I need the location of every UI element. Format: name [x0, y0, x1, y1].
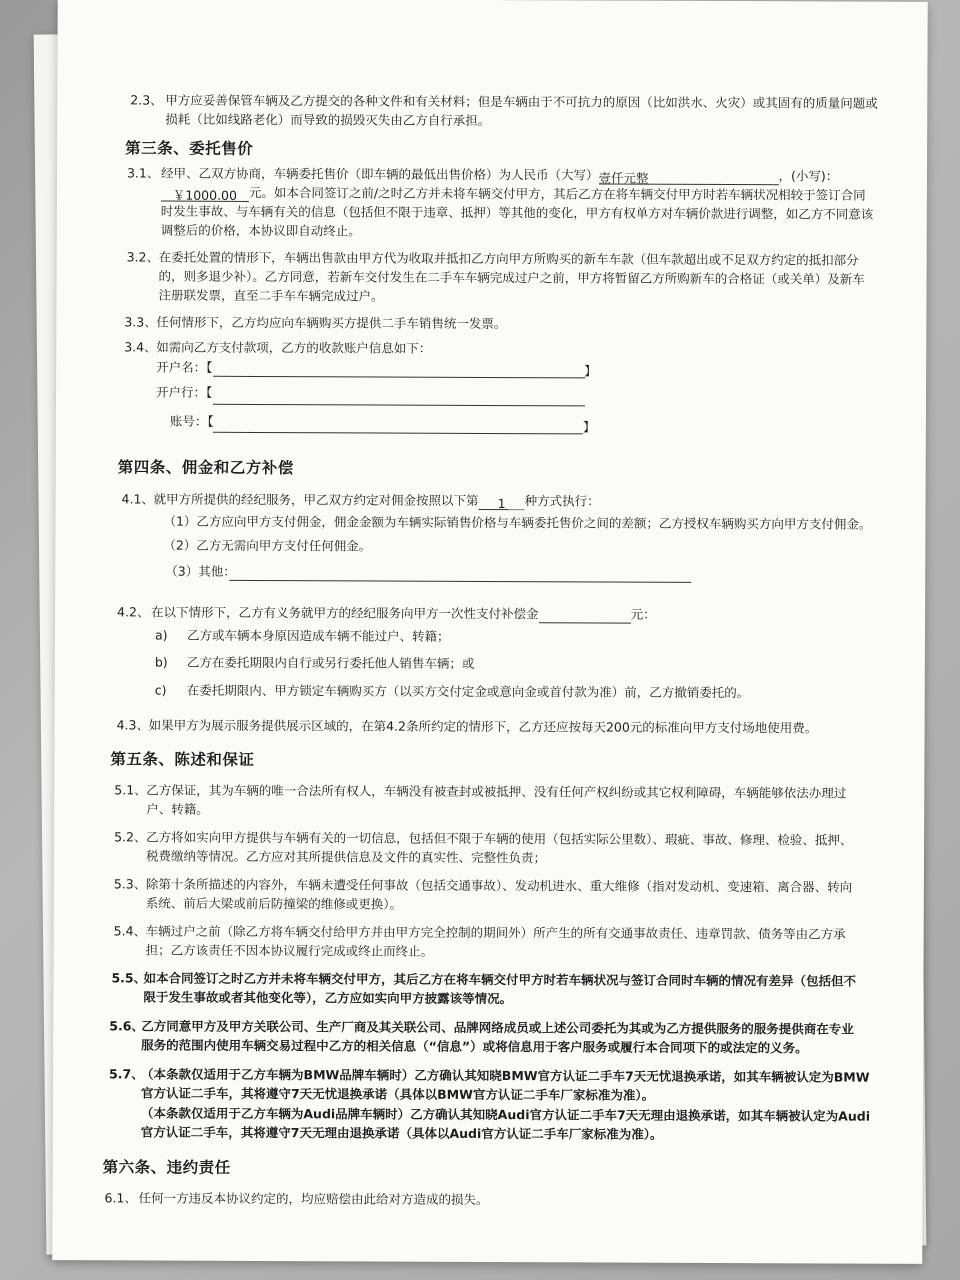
clause-5-3-line-2: 系统、前后大梁或前后防撞梁的维修或更换）。 [145, 895, 403, 912]
contract-page [52, 0, 927, 1264]
clause-5-7-line-1: （本条款仅适用于乙方车辆为BMW品牌车辆时）乙方确认其知晓BMW官方认证二手车7天无忧退换承诺，如其车辆被认定为BMW [141, 1066, 870, 1085]
section-4-heading: 第四条、佣金和乙方补偿 [117, 458, 294, 478]
section-6-heading: 第六条、违约责任 [102, 1158, 231, 1177]
clause-5-2-line-2: 税费缴纳等情况。乙方应对其所提供信息及文件的真实性、完整性负责； [145, 848, 547, 866]
item-b-text: 乙方在委托期限内自行或另行委托他人销售车辆；或 [186, 654, 475, 671]
item-c-label: c) [154, 682, 167, 698]
account-number-bracket: 】 [582, 419, 596, 435]
clause-4-2-number: 4.2、 [117, 604, 150, 620]
price-uppercase-field [598, 168, 778, 185]
clause-4-1-tail: 种方式执行： [524, 493, 600, 509]
clause-4-2-lead: 在以下情形下，乙方有义务就甲方的经纪服务向甲方一次性支付补偿金 [151, 604, 539, 622]
clause-3-4-number: 3.4、 [124, 339, 157, 355]
account-name-field[interactable] [213, 376, 585, 379]
account-number-field[interactable] [213, 432, 583, 435]
clause-5-5-line-2: 限于发生事故或者其他变化等），乙方应如实向甲方披露该等情况。 [143, 989, 513, 1007]
commission-option-2: （2）乙方无需向甲方支付任何佣金。 [163, 537, 372, 554]
clause-5-7-line-4: 官方认证二手车，其将遵守7天无理由退换承诺（具体以Audi官方认证二手车厂家标准为准）。 [140, 1124, 663, 1142]
clause-3-1-line-3: 时发生事故、与车辆有关的信息（包括但不限于违章、抵押）等其他的变化，甲方有权单方对车辆价款进行调整，如乙方不同意该 [160, 203, 874, 222]
clause-6-1-text: 任何一方违反本协议约定的，均应赔偿由此给对方造成的损失。 [138, 1190, 489, 1207]
clause-3-2-line-1: 在委托处置的情形下，车辆出售款由甲方代为收取并抵扣乙方向甲方所购买的新车车款（但车款超出或不足双方约定的抵扣部分 [158, 249, 859, 268]
bank-field[interactable] [213, 404, 585, 407]
clause-5-7-line-2: 官方认证二手车，其将遵守7天无忧退换承诺（具体以BMW官方认证二手车厂家标准为准）。 [140, 1085, 655, 1103]
clause-5-7-line-3: （本条款仅适用于乙方车辆为Audi品牌车辆时）乙方确认其知晓Audi官方认证二手车7天无理由退换承诺，如其车辆被认定为Audi [140, 1105, 871, 1124]
clause-3-3-number: 3.3、 [124, 314, 157, 330]
clause-4-3-text: 如果甲方为展示服务提供展示区域的，在第4.2条所约定的情形下，乙方还应按每天200元的标准向甲方支付场地使用费。 [148, 717, 818, 736]
clause-5-4-line-1: 车辆过户之前（除乙方将车辆交付给甲方并由甲方完全控制的期间外）所产生的所有交通事故责任、违章罚款、债务等由乙方承 [145, 923, 846, 942]
other-method-field[interactable] [229, 580, 691, 583]
bank-label: 开户行：【 [156, 384, 213, 400]
price-uppercase-value: 壹仟元整 [598, 170, 649, 186]
commission-method-field [479, 494, 525, 510]
clause-3-1-text: 经甲、乙双方协商，车辆委托售价（即车辆的最低出售价格）为人民币（大写） [160, 165, 599, 183]
clause-4-3-number: 4.3、 [116, 717, 150, 733]
compensation-amount-field [539, 607, 631, 623]
commission-method-value: 1 [497, 496, 506, 512]
clause-4-1-lead: 就甲方所提供的经纪服务，甲乙双方约定对佣金按照以下第 [153, 491, 479, 508]
clause-5-6-number: 5.6、 [109, 1018, 144, 1034]
clause-5-5-line-1: 如本合同签订之时乙方并未将车辆交付甲方，其后乙方在将车辆交付甲方时若车辆状况与签订合同时车辆的情况有差异（包括但不 [143, 970, 857, 989]
clause-5-4-number: 5.4、 [113, 923, 147, 939]
clause-5-3-number: 5.3、 [113, 876, 147, 892]
clause-5-2-line-1: 乙方将如实向甲方提供与车辆有关的一切信息，包括但不限于车辆的使用（包括实际公里数）、瑕疵、事故、修理、检验、抵押、 [146, 829, 853, 848]
price-lowercase-value: ￥1000.00 [172, 187, 238, 203]
clause-4-2-unit: 元： [630, 606, 656, 622]
clause-5-1-line-2: 户、转籍。 [146, 801, 209, 817]
account-name-bracket: 】 [584, 363, 597, 379]
item-c-text: 在委托期限内、甲方锁定车辆购买方（以买方交付定金或意向金或首付款为准）前，乙方撤销委托的。 [186, 682, 750, 701]
clause-4-2-text [151, 603, 656, 624]
clause-5-1-line-1: 乙方保证，其为车辆的唯一合法所有权人，车辆没有被查封或被抵押、没有任何产权纠纷或其它权利障碍，车辆能够依法办理过 [146, 782, 847, 801]
clause-3-4-text: 如需向乙方支付款项，乙方的收款账户信息如下： [156, 339, 432, 356]
clause-5-3-line-1: 除第十条所描述的内容外，车辆未遭受任何事故（包括交通事故）、发动机进水、重大维修（指对发动机、变速箱、离合器、转向 [145, 876, 853, 895]
clause-5-5-number: 5.5、 [111, 970, 147, 986]
section-5-heading: 第五条、陈述和保证 [110, 750, 255, 769]
item-a-text: 乙方或车辆本身原因造成车辆不能过户、转籍； [186, 627, 450, 644]
clause-5-6-line-2: 服务的范围内使用车辆交易过程中乙方的相关信息（“信息”）或将信息用于客户服务或履行本合同项下的或法定的义务。 [141, 1037, 808, 1056]
clause-3-1-text-2: 元。如本合同签订之前/之时乙方并未将车辆交付甲方，其后乙方在将车辆交付甲方时若车辆状况相较于签订合同 [248, 184, 866, 203]
price-lowercase-field [161, 186, 249, 202]
account-number-label: 账号：【 [169, 413, 214, 429]
clause-3-3-text: 任何情形下，乙方均应向车辆购买方提供二手车销售统一发票。 [156, 314, 507, 332]
clause-3-2-line-2: 的，则多退少补）。乙方同意，若新车交付发生在二手车车辆完成过户之前，甲方将暂留乙方所购新车的合格证（或关单）及新车 [158, 268, 865, 287]
clause-5-6-line-1: 乙方同意甲方及甲方关联公司、生产厂商及其关联公司、品牌网络成员或上述公司委托为其或为乙方提供服务的服务提供商在专业 [141, 1018, 854, 1037]
commission-option-3: （3）其他： [165, 563, 236, 579]
section-3-heading: 第三条、委托售价 [125, 139, 254, 158]
item-b-label: b) [154, 654, 168, 670]
clause-3-2-line-3: 注册联发票，直至二手车车辆完成过户。 [158, 287, 384, 304]
clause-2-3-line-2: 损耗（比如线路老化）而导致的损毁灭失由乙方自行承担。 [165, 111, 491, 128]
account-name-label: 开户名：【 [156, 359, 213, 375]
commission-option-1: （1）乙方应向甲方支付佣金，佣金金额为车辆实际销售价格与车辆委托售价之间的差额；乙方授权车辆购买方向甲方支付佣金。 [163, 513, 872, 532]
clause-3-1-line-4: 调整后的价格，本协议即自动终止。 [160, 222, 361, 239]
clause-5-2-number: 5.2、 [114, 829, 147, 845]
clause-5-4-line-2: 担；乙方该责任不因本协议履行完成或终止而终止。 [145, 942, 434, 959]
clause-4-1-text [154, 490, 600, 511]
clause-6-1-number: 6.1、 [104, 1190, 137, 1206]
clause-3-1-number: 3.1、 [126, 165, 160, 181]
clause-3-1-lowercase-label: ，(小写)： [778, 168, 839, 184]
clause-2-3-line-1: 甲方应妥善保管车辆及乙方提交的各种文件和有关材料；但是车辆由于不可抗力的原因（比如洪水、火灾）或其固有的质量问题或 [165, 92, 878, 111]
item-a-label: a) [154, 627, 168, 643]
clause-5-7-number: 5.7、 [109, 1066, 144, 1082]
clause-4-1-number: 4.1、 [121, 491, 154, 507]
clause-3-2-number: 3.2、 [126, 249, 160, 265]
clause-2-3-number: 2.3、 [130, 92, 163, 108]
clause-5-1-number: 5.1、 [114, 782, 147, 798]
